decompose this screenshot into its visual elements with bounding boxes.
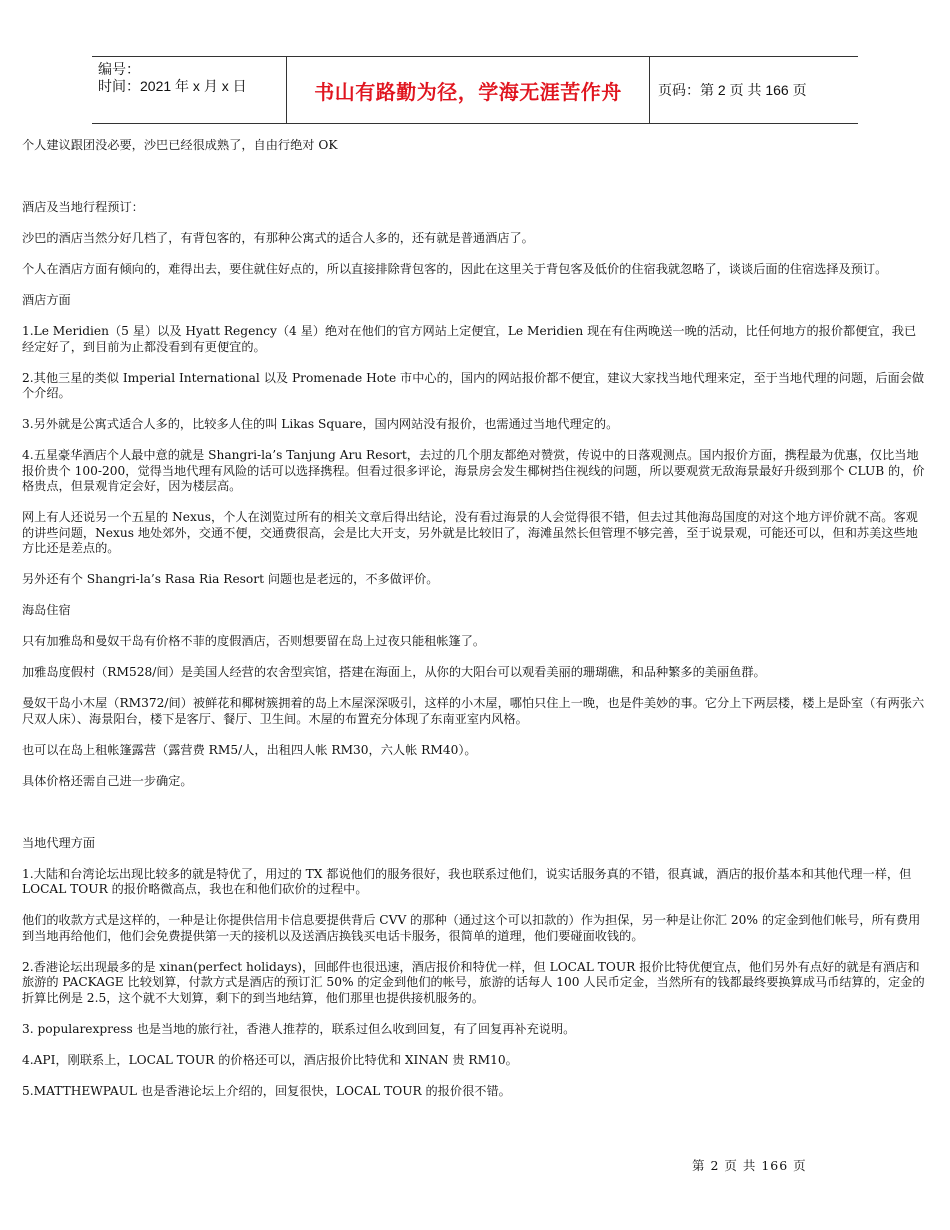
page-footer: 第 2 页 共 166 页 [692, 1158, 807, 1173]
spacer [22, 169, 928, 200]
paragraph: 加雅岛度假村（RM528/间）是美国人经营的农舍型宾馆，搭建在海面上，从你的大阳台可以观看美丽的珊瑚礁，和品种繁多的美丽鱼群。 [22, 665, 766, 679]
paragraph: 他们的收款方式是这样的，一种是让你提供信用卡信息要提供背后 CVV 的那种（通过这个可以扣款的）作为担保，另一种是让你汇 20% 的定金到他们帐号，所有费用到当地再给他们，他们会免费提供第一天的接机以及送酒店换钱买电话卡服务，很简单的道理，他们要碰面收钱的。 [22, 913, 921, 943]
paragraph: 2.香港论坛出现最多的是 xinan(perfect holidays)，回邮件也很迅速，酒店报价和特优一样，但 LOCAL TOUR 报价比特优便宜点，他们另外有点好的就是有酒店和旅游的 PACKAGE 比较划算，付款方式是酒店的预订汇 50% 的定金到他们的帐号，旅游的话每人 100 人民币定金，当然所有的钱都最终要换算成马币结算的，定金的折算比例是 2.5，这个就不大划算，剩下的到当地结算，他们那里也提供接机服务的。 [22, 959, 925, 1005]
paragraph: 4.API，刚联系上，LOCAL TOUR 的价格还可以，酒店报价比特优和 XINAN 贵 RM10。 [22, 1052, 518, 1067]
spacer [22, 805, 928, 836]
paragraph: 也可以在岛上租帐篷露营（露营费 RM5/人，出租四人帐 RM30，六人帐 RM40）。 [22, 742, 477, 757]
paragraph: 1.大陆和台湾论坛出现比较多的就是特优了，用过的 TX 都说他们的服务很好，我也联系过他们，说实话服务真的不错，很真诚，酒店的报价基本和其他代理一样，但 LOCAL TOUR 的报价略微高点，我也在和他们砍价的过程中。 [22, 866, 912, 896]
paragraph: 另外还有个 Shangri-la’s Rasa Ria Resort 问题也是老远的，不多做评价。 [22, 572, 439, 586]
paragraph: 4.五星豪华酒店个人最中意的就是 Shangri-la’s Tanjung Aru Resort，去过的几个朋友都绝对赞赏，传说中的日落观测点。国内报价方面，携程最为优惠，仅比当地报价贵个 100-200，觉得当地代理有风险的话可以选择携程。但看过很多评论，海景房会发生椰树挡住视线的问题，所以要观赏无敌海景最好升级到那个 CLUB 的，价格贵点，但景观肯定会好，因为楼层高。 [22, 448, 925, 493]
paragraph: 5.MATTHEWPAUL 也是香港论坛上介绍的，回复很快，LOCAL TOUR 的报价很不错。 [22, 1083, 511, 1098]
paragraph: 1.Le Meridien（5 星）以及 Hyatt Regency（4 星）绝对在他们的官方网站上定便宜，Le Meridien 现在有住两晚送一晚的活动，比任何地方的报价都便宜，我已经定好了，到目前为止都没看到有更便宜的。 [22, 324, 917, 354]
paragraph: 3. popularexpress 也是当地的旅行社，香港人推荐的，联系过但么收到回复，有了回复再补充说明。 [22, 1021, 576, 1036]
section-heading: 当地代理方面 [22, 835, 96, 850]
paragraph: 沙巴的酒店当然分好几档了，有背包客的，有那种公寓式的适合人多的，还有就是普通酒店了。 [22, 231, 534, 245]
section-heading: 海岛住宿 [22, 603, 71, 617]
paragraph: 只有加雅岛和曼奴干岛有价格不菲的度假酒店，否则想要留在岛上过夜只能租帐篷了。 [22, 634, 486, 648]
paragraph: 具体价格还需自己进一步确定。 [22, 773, 193, 788]
header-motto: 书山有路勤为径，学海无涯苦作舟 [286, 57, 650, 123]
document-date: 时间：2021 年 x 月 x 日 [98, 78, 247, 94]
paragraph: 个人在酒店方面有倾向的，难得出去，要住就住好点的，所以直接排除背包客的，因此在这里关于背包客及低价的住宿我就忽略了，谈谈后面的住宿选择及预订。 [22, 262, 888, 276]
paragraph: 3.另外就是公寓式适合人多的，比较多人住的叫 Likas Square，国内网站没有报价，也需通过当地代理定的。 [22, 417, 619, 431]
page-header [92, 56, 858, 124]
paragraph: 网上有人还说另一个五星的 Nexus，个人在浏览过所有的相关文章后得出结论，没有看过海景的人会觉得很不错，但去过其他海岛国度的对这个地方评价就不高。客观的讲些问题，Nexus 地处郊外，交通不便，交通费很高，会是比大开支，另外就是比较旧了，海滩虽然长但管理不够完善，至于说景观，可能还可以，但和苏美这些地方比还是差点的。 [22, 510, 918, 555]
paragraph: 2.其他三星的类似 Imperial International 以及 Promenade Hote 市中心的，国内的网站报价都不便宜，建议大家找当地代理来定，至于当地代理的问题，后面会做个介绍。 [22, 370, 925, 400]
header-page-number: 页码：第 2 页 共 166 页 [658, 82, 807, 98]
document-number-label: 编号： [98, 61, 140, 77]
header-meta [92, 57, 286, 123]
document-body [22, 138, 928, 1115]
paragraph: 个人建议跟团没必要，沙巴已经很成熟了，自由行绝对 OK [22, 138, 338, 152]
section-heading: 酒店及当地行程预订： [22, 200, 144, 214]
paragraph: 曼奴干岛小木屋（RM372/间）被鲜花和椰树簇拥着的岛上木屋深深吸引，这样的小木屋，哪怕只住上一晚，也是件美妙的事。它分上下两层楼，楼上是卧室（有两张六尺双人床）、海景阳台，楼下是客厅、餐厅、卫生间。木屋的布置充分体现了东南亚室内风格。 [22, 696, 925, 726]
section-heading: 酒店方面 [22, 293, 71, 307]
